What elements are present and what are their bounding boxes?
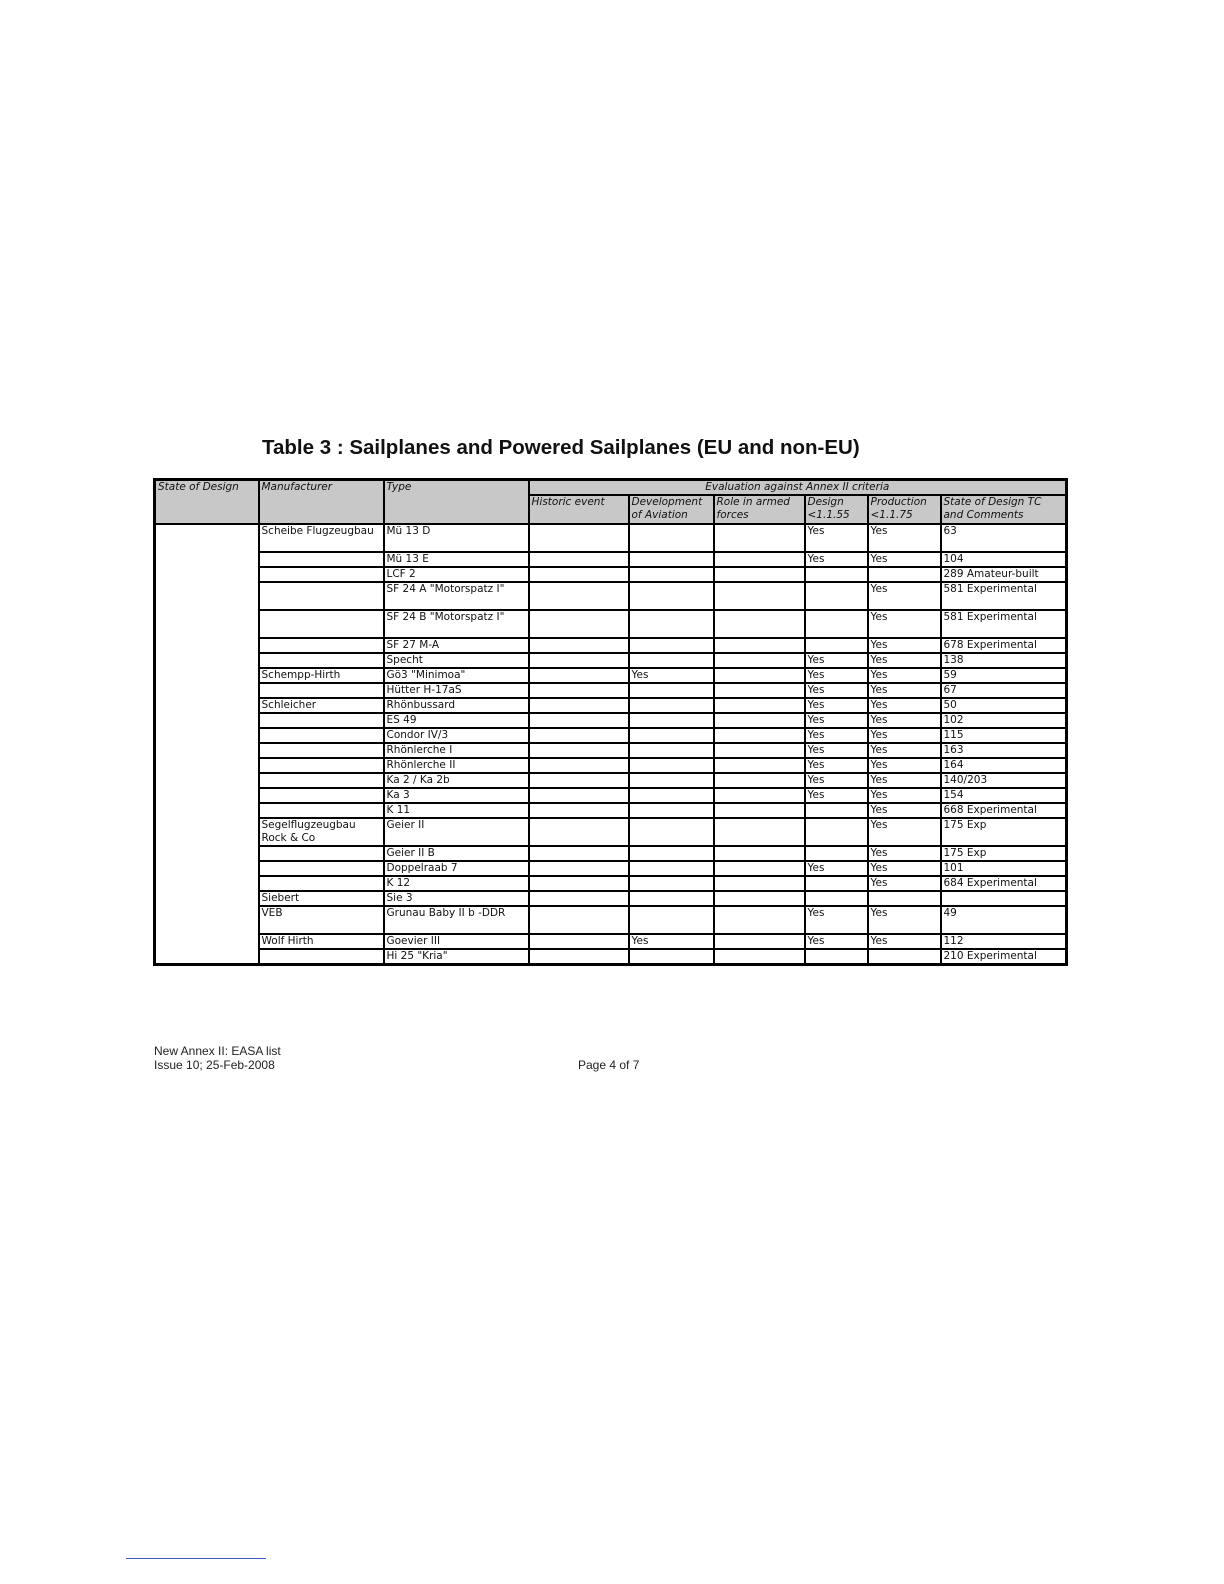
cell-development <box>629 524 714 552</box>
table-row <box>155 906 1067 934</box>
cell-design: Yes <box>805 653 868 668</box>
cell-type: Specht <box>384 653 529 668</box>
cell-comments: 163 <box>941 743 1067 758</box>
cell-design: Yes <box>805 773 868 788</box>
table-row <box>155 668 1067 683</box>
table-row <box>155 773 1067 788</box>
cell-production: Yes <box>868 818 941 846</box>
table-row <box>155 758 1067 773</box>
cell-development <box>629 773 714 788</box>
cell-role <box>714 773 805 788</box>
cell-role <box>714 610 805 638</box>
cell-production: Yes <box>868 876 941 891</box>
cell-historic <box>529 949 629 965</box>
cell-production: Yes <box>868 683 941 698</box>
cell-role <box>714 524 805 552</box>
cell-manufacturer <box>259 552 384 567</box>
cell-type: Rhönbussard <box>384 698 529 713</box>
cell-development <box>629 683 714 698</box>
header-manufacturer: Manufacturer <box>259 480 384 525</box>
cell-manufacturer <box>259 846 384 861</box>
cell-role <box>714 758 805 773</box>
cell-development <box>629 713 714 728</box>
cell-role <box>714 906 805 934</box>
table-row <box>155 698 1067 713</box>
table-row <box>155 743 1067 758</box>
cell-manufacturer <box>259 876 384 891</box>
cell-development <box>629 906 714 934</box>
cell-historic <box>529 846 629 861</box>
cell-development <box>629 638 714 653</box>
cell-type: Geier II B <box>384 846 529 861</box>
cell-comments: 684 Experimental <box>941 876 1067 891</box>
table-row <box>155 582 1067 610</box>
cell-production: Yes <box>868 906 941 934</box>
cell-historic <box>529 906 629 934</box>
cell-role <box>714 891 805 906</box>
cell-role <box>714 803 805 818</box>
cell-manufacturer <box>259 803 384 818</box>
cell-type: Geier II <box>384 818 529 846</box>
footer-issue-line: Issue 10; 25-Feb-2008 <box>154 1058 275 1072</box>
cell-production: Yes <box>868 610 941 638</box>
footer-page-number: Page 4 of 7 <box>578 1058 640 1072</box>
cell-historic <box>529 638 629 653</box>
cell-manufacturer <box>259 653 384 668</box>
cell-role <box>714 582 805 610</box>
page-title: Table 3 : Sailplanes and Powered Sailplanes (EU and non-EU) <box>262 436 860 459</box>
cell-manufacturer <box>259 773 384 788</box>
cell-historic <box>529 698 629 713</box>
cell-development <box>629 818 714 846</box>
cell-manufacturer: VEB <box>259 906 384 934</box>
cell-production: Yes <box>868 846 941 861</box>
cell-type: Doppelraab 7 <box>384 861 529 876</box>
cell-comments: 112 <box>941 934 1067 949</box>
cell-development <box>629 552 714 567</box>
cell-manufacturer <box>259 949 384 965</box>
cell-comments: 175 Exp <box>941 846 1067 861</box>
table-row <box>155 818 1067 846</box>
cell-design: Yes <box>805 698 868 713</box>
cell-historic <box>529 683 629 698</box>
cell-design: Yes <box>805 788 868 803</box>
cell-historic <box>529 758 629 773</box>
header-historic-event: Historic event <box>529 495 629 524</box>
cell-design: Yes <box>805 934 868 949</box>
cell-role <box>714 698 805 713</box>
cell-comments: 164 <box>941 758 1067 773</box>
cell-production: Yes <box>868 698 941 713</box>
cell-design: Yes <box>805 728 868 743</box>
table-body <box>155 524 1067 965</box>
cell-production <box>868 891 941 906</box>
header-evaluation: Evaluation against Annex II criteria <box>529 480 1067 496</box>
cell-manufacturer: Siebert <box>259 891 384 906</box>
cell-production: Yes <box>868 934 941 949</box>
cell-development <box>629 949 714 965</box>
header-design-date: Design <1.1.55 <box>805 495 868 524</box>
cell-design <box>805 818 868 846</box>
footnote-divider <box>126 1558 266 1559</box>
cell-role <box>714 876 805 891</box>
cell-type: K 11 <box>384 803 529 818</box>
cell-historic <box>529 610 629 638</box>
cell-production: Yes <box>868 743 941 758</box>
cell-comments: 102 <box>941 713 1067 728</box>
cell-design <box>805 567 868 582</box>
cell-design: Yes <box>805 683 868 698</box>
header-role-in-armed-forces: Role in armed forces <box>714 495 805 524</box>
cell-comments: 49 <box>941 906 1067 934</box>
cell-production <box>868 567 941 582</box>
cell-type: Mü 13 D <box>384 524 529 552</box>
cell-type: LCF 2 <box>384 567 529 582</box>
cell-design: Yes <box>805 668 868 683</box>
cell-historic <box>529 818 629 846</box>
table-row <box>155 803 1067 818</box>
table-row <box>155 552 1067 567</box>
cell-design <box>805 949 868 965</box>
cell-production: Yes <box>868 803 941 818</box>
cell-role <box>714 846 805 861</box>
cell-type: Ka 2 / Ka 2b <box>384 773 529 788</box>
cell-type: Hütter H-17aS <box>384 683 529 698</box>
cell-comments <box>941 891 1067 906</box>
cell-comments: 59 <box>941 668 1067 683</box>
cell-production: Yes <box>868 638 941 653</box>
cell-historic <box>529 861 629 876</box>
header-state-of-design: State of Design <box>155 480 259 525</box>
cell-historic <box>529 788 629 803</box>
cell-development <box>629 758 714 773</box>
cell-type: Mü 13 E <box>384 552 529 567</box>
cell-development <box>629 567 714 582</box>
cell-manufacturer <box>259 713 384 728</box>
cell-historic <box>529 668 629 683</box>
cell-manufacturer <box>259 743 384 758</box>
table-row <box>155 788 1067 803</box>
cell-development: Yes <box>629 934 714 949</box>
cell-design <box>805 876 868 891</box>
cell-development <box>629 861 714 876</box>
cell-manufacturer <box>259 567 384 582</box>
cell-type: SF 24 A "Motorspatz I" <box>384 582 529 610</box>
cell-comments: 581 Experimental <box>941 582 1067 610</box>
table-row <box>155 638 1067 653</box>
cell-manufacturer <box>259 758 384 773</box>
cell-role <box>714 861 805 876</box>
cell-design: Yes <box>805 524 868 552</box>
footer-annex-line: New Annex II: EASA list <box>154 1044 281 1058</box>
cell-manufacturer <box>259 861 384 876</box>
cell-design <box>805 891 868 906</box>
cell-production: Yes <box>868 653 941 668</box>
cell-historic <box>529 582 629 610</box>
cell-manufacturer <box>259 728 384 743</box>
cell-historic <box>529 773 629 788</box>
cell-comments: 140/203 <box>941 773 1067 788</box>
table-row <box>155 713 1067 728</box>
cell-type: Sie 3 <box>384 891 529 906</box>
header-development-of-aviation: Development of Aviation <box>629 495 714 524</box>
cell-development <box>629 728 714 743</box>
cell-historic <box>529 567 629 582</box>
cell-role <box>714 668 805 683</box>
cell-production: Yes <box>868 668 941 683</box>
cell-development <box>629 610 714 638</box>
cell-production: Yes <box>868 552 941 567</box>
cell-manufacturer <box>259 582 384 610</box>
cell-manufacturer: Schleicher <box>259 698 384 713</box>
cell-type: Hi 25 "Kria" <box>384 949 529 965</box>
cell-type: Goevier III <box>384 934 529 949</box>
cell-historic <box>529 934 629 949</box>
cell-comments: 67 <box>941 683 1067 698</box>
cell-historic <box>529 803 629 818</box>
cell-historic <box>529 743 629 758</box>
cell-comments: 154 <box>941 788 1067 803</box>
table-row <box>155 891 1067 906</box>
table-row <box>155 861 1067 876</box>
cell-type: SF 27 M-A <box>384 638 529 653</box>
cell-design <box>805 846 868 861</box>
cell-comments: 104 <box>941 552 1067 567</box>
cell-design: Yes <box>805 758 868 773</box>
header-production-date: Production <1.1.75 <box>868 495 941 524</box>
table-row <box>155 653 1067 668</box>
cell-design: Yes <box>805 906 868 934</box>
cell-manufacturer: Scheibe Flugzeugbau <box>259 524 384 552</box>
cell-type: K 12 <box>384 876 529 891</box>
cell-manufacturer: Segelflugzeugbau Rock & Co <box>259 818 384 846</box>
cell-comments: 50 <box>941 698 1067 713</box>
cell-type: Condor IV/3 <box>384 728 529 743</box>
cell-design <box>805 638 868 653</box>
header-type: Type <box>384 480 529 525</box>
cell-production: Yes <box>868 582 941 610</box>
cell-type: Ka 3 <box>384 788 529 803</box>
cell-comments: 101 <box>941 861 1067 876</box>
cell-comments: 138 <box>941 653 1067 668</box>
cell-role <box>714 683 805 698</box>
cell-role <box>714 713 805 728</box>
cell-comments: 678 Experimental <box>941 638 1067 653</box>
cell-role <box>714 788 805 803</box>
cell-historic <box>529 891 629 906</box>
cell-role <box>714 728 805 743</box>
cell-role <box>714 653 805 668</box>
cell-manufacturer: Wolf Hirth <box>259 934 384 949</box>
cell-design: Yes <box>805 861 868 876</box>
cell-development <box>629 846 714 861</box>
cell-type: Rhönlerche II <box>384 758 529 773</box>
header-comments: State of Design TC and Comments <box>941 495 1067 524</box>
cell-design: Yes <box>805 713 868 728</box>
cell-historic <box>529 713 629 728</box>
cell-comments: 581 Experimental <box>941 610 1067 638</box>
cell-comments: 668 Experimental <box>941 803 1067 818</box>
cell-design: Yes <box>805 743 868 758</box>
cell-type: Grunau Baby II b -DDR <box>384 906 529 934</box>
cell-development <box>629 788 714 803</box>
cell-comments: 289 Amateur-built <box>941 567 1067 582</box>
cell-type: Gö3 "Minimoa" <box>384 668 529 683</box>
cell-design: Yes <box>805 552 868 567</box>
cell-type: Rhönlerche I <box>384 743 529 758</box>
cell-production: Yes <box>868 728 941 743</box>
table-row <box>155 524 1067 552</box>
cell-development <box>629 582 714 610</box>
cell-manufacturer <box>259 788 384 803</box>
cell-manufacturer: Schempp-Hirth <box>259 668 384 683</box>
table-row <box>155 610 1067 638</box>
cell-development: Yes <box>629 668 714 683</box>
cell-production: Yes <box>868 713 941 728</box>
cell-comments: 115 <box>941 728 1067 743</box>
cell-design <box>805 610 868 638</box>
sailplanes-table <box>153 478 1068 966</box>
cell-role <box>714 818 805 846</box>
table-row <box>155 683 1067 698</box>
state-of-design-cell <box>155 524 259 965</box>
table-row <box>155 934 1067 949</box>
cell-design <box>805 803 868 818</box>
cell-historic <box>529 524 629 552</box>
cell-role <box>714 743 805 758</box>
cell-historic <box>529 728 629 743</box>
cell-production: Yes <box>868 861 941 876</box>
table-row <box>155 846 1067 861</box>
cell-historic <box>529 552 629 567</box>
cell-manufacturer <box>259 638 384 653</box>
cell-development <box>629 653 714 668</box>
cell-production: Yes <box>868 773 941 788</box>
cell-manufacturer <box>259 683 384 698</box>
cell-type: ES 49 <box>384 713 529 728</box>
cell-design <box>805 582 868 610</box>
footer-document-info <box>154 1044 281 1072</box>
cell-role <box>714 934 805 949</box>
table-row <box>155 876 1067 891</box>
cell-development <box>629 743 714 758</box>
table-row <box>155 728 1067 743</box>
cell-role <box>714 638 805 653</box>
cell-development <box>629 891 714 906</box>
cell-manufacturer <box>259 610 384 638</box>
cell-production: Yes <box>868 758 941 773</box>
cell-production: Yes <box>868 788 941 803</box>
cell-role <box>714 949 805 965</box>
cell-role <box>714 567 805 582</box>
cell-comments: 63 <box>941 524 1067 552</box>
table-row <box>155 949 1067 965</box>
table-row <box>155 567 1067 582</box>
cell-production: Yes <box>868 524 941 552</box>
cell-development <box>629 803 714 818</box>
cell-development <box>629 698 714 713</box>
cell-production <box>868 949 941 965</box>
cell-historic <box>529 653 629 668</box>
cell-development <box>629 876 714 891</box>
cell-comments: 210 Experimental <box>941 949 1067 965</box>
cell-historic <box>529 876 629 891</box>
cell-comments: 175 Exp <box>941 818 1067 846</box>
cell-type: SF 24 B "Motorspatz I" <box>384 610 529 638</box>
cell-role <box>714 552 805 567</box>
